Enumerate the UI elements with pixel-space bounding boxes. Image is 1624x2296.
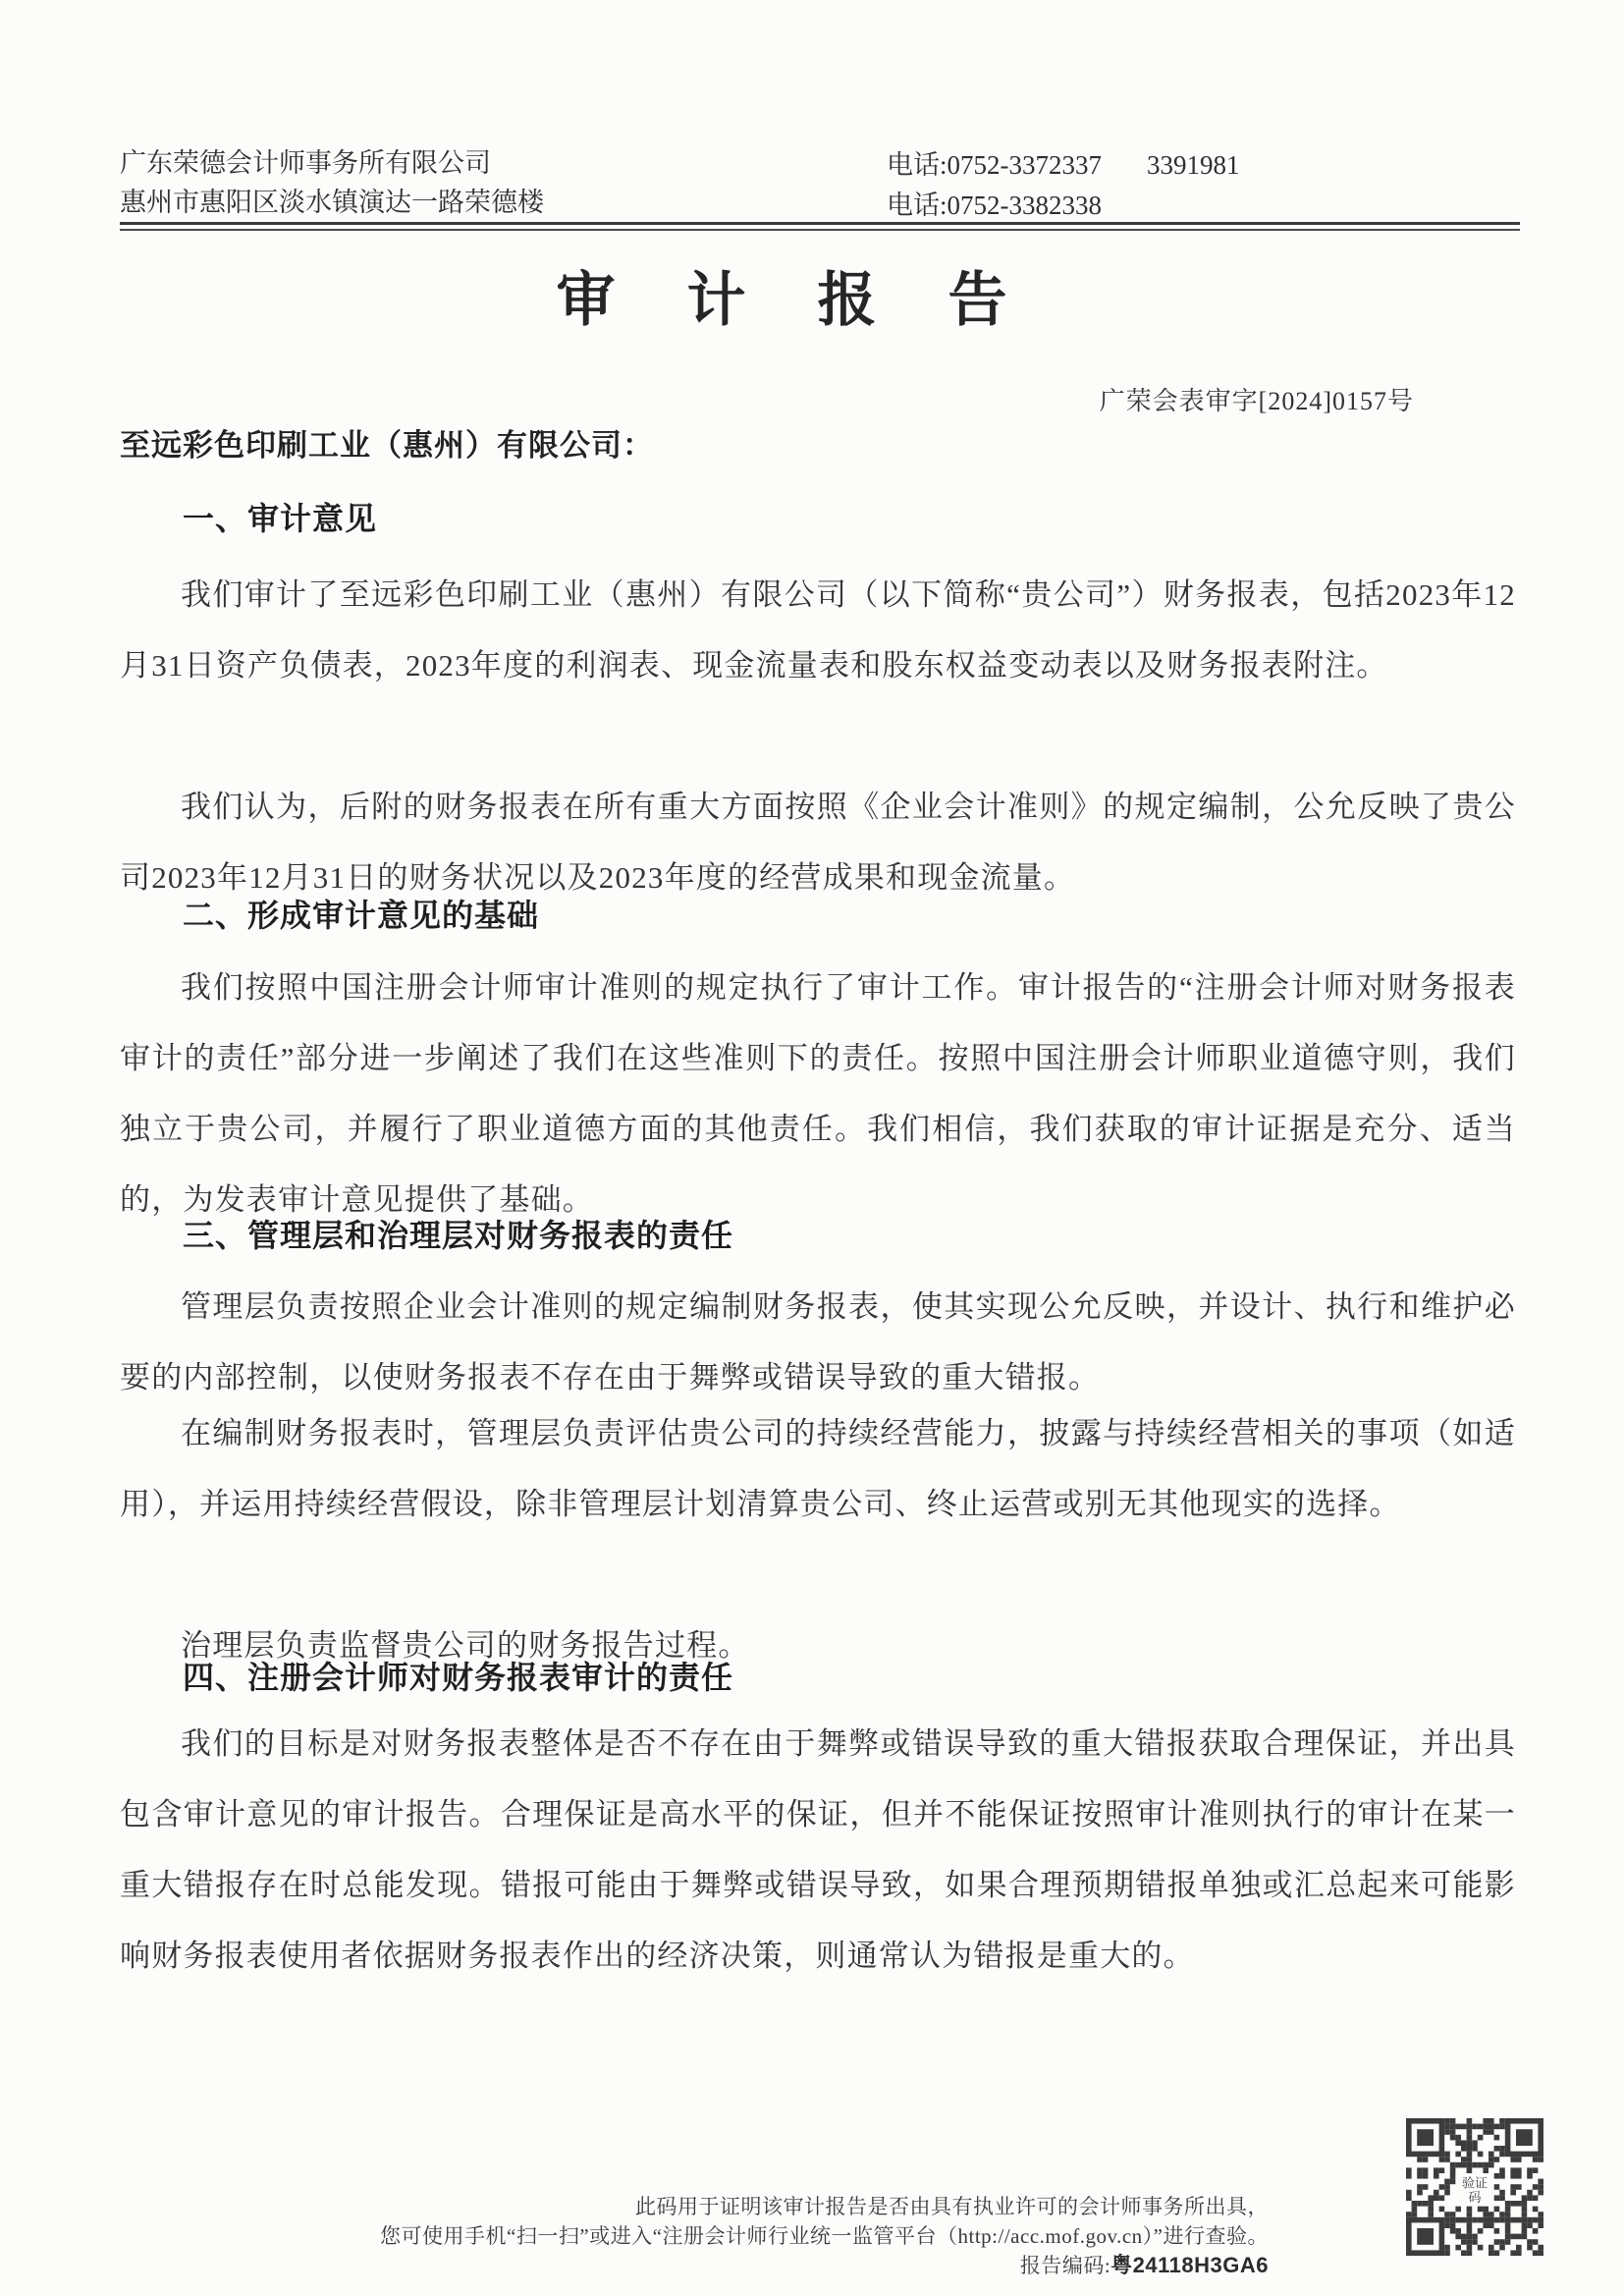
section-4-heading: 四、注册会计师对财务报表审计的责任 (183, 1660, 734, 1695)
letterhead-phone-block (887, 145, 1240, 226)
page-title: 审 计 报 告 (556, 268, 1029, 333)
phone-line-1-extra: 3391981 (1147, 150, 1240, 180)
svg-text:码: 码 (1468, 2190, 1482, 2206)
verification-qr-code (1405, 2113, 1544, 2261)
section-1-paragraph-1: 我们审计了至远彩色印刷工业（惠州）有限公司（以下简称“贵公司”）财务报表，包括2023年12月31日资产负债表，2023年度的利润表、现金流量表和股东权益变动表以及财务报表附注。 (120, 577, 1516, 683)
header-rule-bottom (120, 229, 1520, 231)
report-code: 粤24118H3GA6 (1110, 2253, 1269, 2277)
verification-note-line-2: 您可使用手机“扫一扫”或进入“注册会计师行业统一监管平台（http://acc.mof.gov.cn）”进行查验。 (380, 2224, 1269, 2248)
section-3-paragraph-1: 管理层负责按照企业会计准则的规定编制财务报表，使其实现公允反映，并设计、执行和维护必要的内部控制，以使财务报表不存在由于舞弊或错误导致的重大错报。 (120, 1289, 1516, 1394)
section-2-paragraph-1: 我们按照中国注册会计师审计准则的规定执行了审计工作。审计报告的“注册会计师对财务报表审计的责任”部分进一步阐述了我们在这些准则下的责任。按照中国注册会计师职业道德守则，我们独立于贵公司，并履行了职业道德方面的其他责任。我们相信，我们获取的审计证据是充分、适当的，为发表审计意见提供了基础。 (120, 970, 1516, 1217)
section-3-heading: 三、管理层和治理层对财务报表的责任 (183, 1218, 734, 1253)
svg-text:验证: 验证 (1461, 2175, 1489, 2191)
report-number: 广荣会表审字[2024]0157号 (1099, 387, 1414, 415)
section-3-paragraph-2: 在编制财务报表时，管理层负责评估贵公司的持续经营能力，披露与持续经营相关的事项（如适用），并运用持续经营假设，除非管理层计划清算贵公司、终止运营或别无其他现实的选择。 (120, 1416, 1516, 1521)
report-code-label: 报告编码: (1019, 2254, 1111, 2277)
section-4-paragraph-1: 我们的目标是对财务报表整体是否不存在由于舞弊或错误导致的重大错报获取合理保证，并出具包含审计意见的审计报告。合理保证是高水平的保证，但并不能保证按照审计准则执行的审计在某一重大错报存在时总能发现。错报可能由于舞弊或错误导致，如果合理预期错报单独或汇总起来可能影响财务报表使用者依据财务报表作出的经济决策，则通常认为错报是重大的。 (120, 1726, 1516, 1973)
letterhead-firm-block (120, 143, 544, 222)
addressee: 至远彩色印刷工业（惠州）有限公司： (120, 428, 654, 463)
header-rule-top (120, 222, 1520, 225)
section-1-heading: 一、审计意见 (183, 501, 378, 536)
phone-line-2: 电话:0752-3382338 (887, 191, 1102, 220)
qr-code-icon (1405, 2113, 1544, 2261)
section-1-paragraph-2: 我们认为，后附的财务报表在所有重大方面按照《企业会计准则》的规定编制，公允反映了贵公司2023年12月31日的财务状况以及2023年度的经营成果和现金流量。 (120, 790, 1516, 895)
section-3-paragraph-3: 治理层负责监督贵公司的财务报告过程。 (181, 1628, 750, 1663)
verification-note (334, 2192, 1269, 2280)
phone-line-1: 电话:0752-3372337 3391981 (887, 150, 1240, 180)
firm-name: 广东荣德会计师事务所有限公司 (120, 148, 491, 178)
verification-note-line-1: 此码用于证明该审计报告是否由具有执业许可的会计师事务所出具， (635, 2195, 1269, 2218)
firm-address: 惠州市惠阳区淡水镇演达一路荣德楼 (120, 188, 544, 217)
section-2-heading: 二、形成审计意见的基础 (183, 898, 540, 933)
report-code-line (334, 2251, 1269, 2280)
